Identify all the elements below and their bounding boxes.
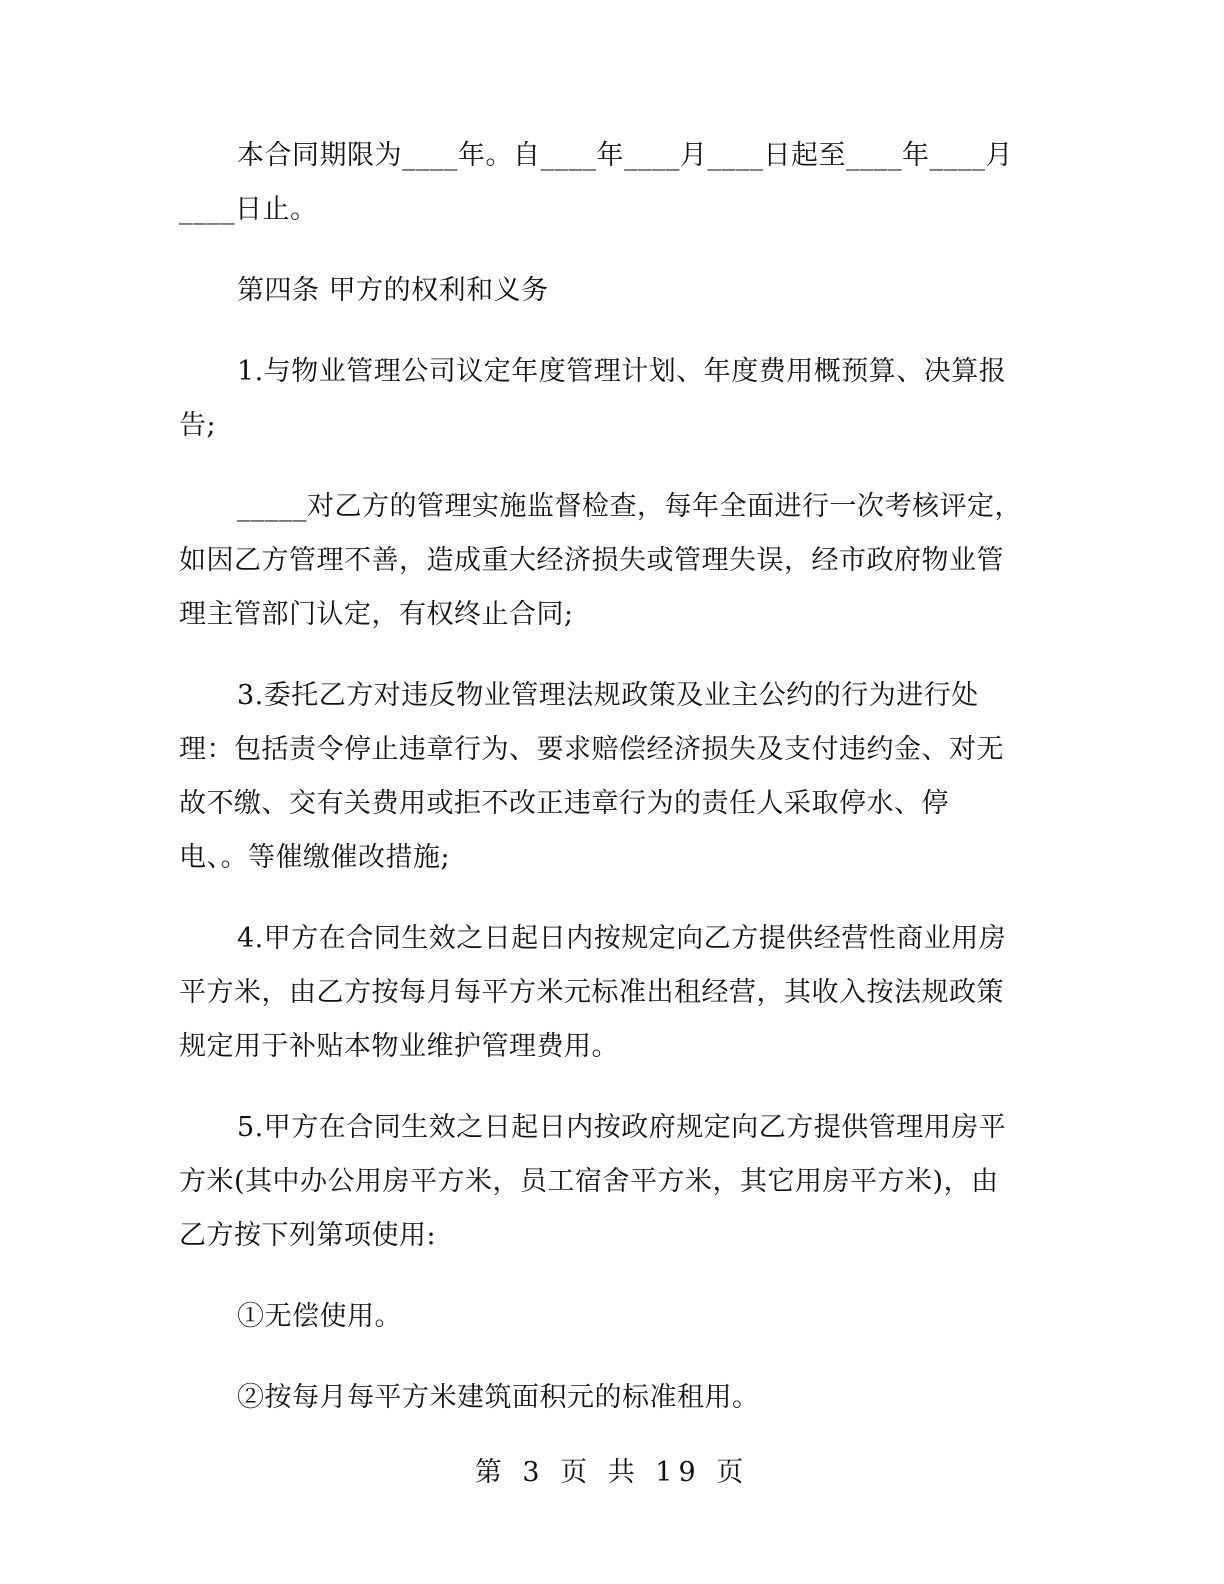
text-line: ____日止。 — [179, 194, 318, 225]
text-line: 3.委托乙方对违反物业管理法规政策及业主公约的行为进行处 — [237, 680, 979, 711]
paragraph-item-4 — [179, 912, 1024, 1074]
text-line: ②按每月每平方米建筑面积元的标准租用。 — [237, 1382, 760, 1413]
text-line: 如因乙方管理不善，造成重大经济损失或管理失误，经市政府物业管 — [179, 545, 1004, 576]
text-line: 方米(其中办公用房平方米，员工宿舍平方米，其它用房平方米)，由 — [179, 1166, 999, 1197]
paragraph-option-1 — [179, 1290, 1024, 1344]
paragraph-item-1 — [179, 345, 1024, 453]
text-line: 本合同期限为____年。自____年____月____日起至____年____月 — [237, 140, 1013, 171]
text-line: 规定用于补贴本物业维护管理费用。 — [179, 1031, 619, 1062]
text-line: 故不缴、交有关费用或拒不改正违章行为的责任人采取停水、停 — [179, 788, 949, 819]
text-line: ①无偿使用。 — [237, 1301, 402, 1332]
text-line: 理：包括责令停止违章行为、要求赔偿经济损失及支付违约金、对无 — [179, 734, 1004, 765]
paragraph-item-3 — [179, 669, 1024, 885]
text-line: 电、。等催缴催改措施; — [179, 842, 451, 873]
text-line: 乙方按下列第项使用: — [179, 1220, 437, 1251]
text-line: 告; — [179, 410, 217, 441]
text-line: 4.甲方在合同生效之日起日内按规定向乙方提供经营性商业用房 — [237, 923, 1007, 954]
paragraph-item-5 — [179, 1101, 1024, 1263]
paragraph-item-2 — [179, 480, 1024, 642]
text-line: _____对乙方的管理实施监督检查，每年全面进行一次考核评定， — [237, 491, 1022, 522]
page-number-footer: 第 3 页 共 19 页 — [474, 1457, 750, 1488]
paragraph-option-2 — [179, 1371, 1024, 1425]
text-line: 第四条 甲方的权利和义务 — [237, 275, 549, 306]
section-heading — [179, 264, 1024, 318]
text-line: 1.与物业管理公司议定年度管理计划、年度费用概预算、决算报 — [237, 356, 1007, 387]
text-line: 平方米，由乙方按每月每平方米元标准出租经营，其收入按法规政策 — [179, 977, 1004, 1008]
text-line: 5.甲方在合同生效之日起日内按政府规定向乙方提供管理用房平 — [237, 1112, 1007, 1143]
text-line: 理主管部门认定，有权终止合同; — [179, 599, 574, 630]
paragraph-contract-term — [179, 129, 1024, 237]
